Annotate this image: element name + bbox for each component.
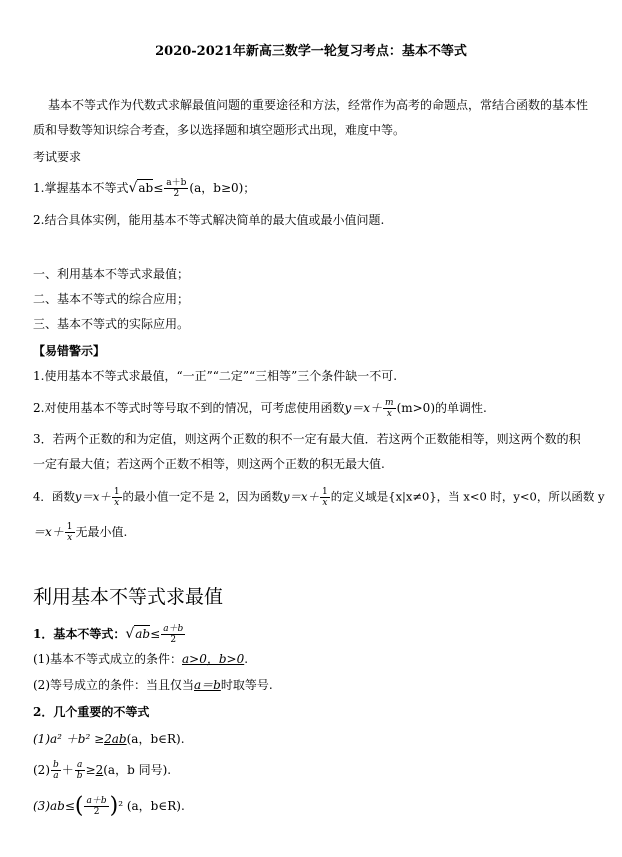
left-paren: (: [74, 793, 84, 819]
section-item-1-1: [33, 651, 592, 667]
intro-line-2: 质和导数等知识综合考查，多以选择题和填空题形式出现，难度中等。: [33, 123, 406, 137]
s1-2-value: a＝b: [194, 678, 221, 692]
topic-1: 一、利用基本不等式求最值；: [33, 267, 190, 281]
sqrt-symbol: √: [128, 180, 138, 196]
section-item-1-2: [33, 677, 592, 693]
ineq3-text-a: (3)ab≤: [33, 799, 75, 813]
warn2-numerator: m: [385, 398, 394, 408]
req1-suffix: (a，b≥0)；: [189, 181, 256, 195]
s1-radicand: ab: [135, 627, 151, 641]
s1-fraction: [161, 624, 185, 645]
warn2-text-a: 2.对使用基本不等式时等号取不到的情况，可考虑使用函数: [33, 401, 345, 415]
inequality-1: [33, 731, 592, 747]
warn4-line2-text: 无最小值.: [75, 525, 128, 539]
warn2-fraction: [383, 398, 396, 419]
warn4-text-a: 4．函数: [33, 489, 75, 504]
topic-2: 二、基本不等式的综合应用；: [33, 292, 190, 306]
req1-numerator: a＋b: [166, 178, 187, 188]
inequality-3: [33, 793, 592, 819]
req1-denominator: 2: [173, 189, 180, 199]
ineq2-plus: ＋: [61, 763, 74, 777]
req1-prefix: 1.掌握基本不等式: [33, 181, 129, 195]
warning-title: 【易错警示】: [33, 344, 106, 358]
warning-2: [33, 398, 592, 419]
s1-numerator: a＋b: [163, 624, 184, 634]
ineq2-label: (2): [33, 763, 50, 777]
sqrt-symbol: √: [125, 626, 135, 642]
warn4-text-c: 的定义域是{x|x≠0}，当 x<0 时，y<0，所以函数 y: [330, 489, 605, 504]
s1-1-text: (1)基本不等式成立的条件：: [33, 652, 182, 666]
section-heading: 利用基本不等式求最值: [33, 586, 224, 608]
ineq2-fraction-1: $\frac{b}{a}$: [53, 760, 59, 781]
req1-le: ≤: [153, 181, 164, 195]
requirement-1: [33, 178, 592, 199]
s1-label: 1．基本不等式：: [33, 627, 126, 641]
ineq2-underlined: 2: [95, 763, 104, 777]
exam-requirements-label: 考试要求: [33, 150, 82, 164]
intro-line-1: 基本不等式作为代数式求解最值问题的重要途径和方法，经常作为高考的命题点，常结合函数的基本性: [48, 98, 589, 112]
ineq1-text-a: (1)a² ＋b² ≥: [33, 732, 105, 746]
req1-fraction: [164, 178, 188, 199]
ineq2-ge: ≥: [85, 763, 96, 777]
warn4-function-2: y＝x＋: [283, 489, 320, 504]
warn2-denominator: x: [386, 409, 392, 419]
warning-3-line-2: 一定有最大值；若这两个正数不相等，则这两个正数的积无最大值.: [33, 457, 385, 471]
ineq1-underlined: 2ab: [104, 732, 127, 746]
s1-denominator: 2: [170, 635, 177, 645]
warning-3-line-1: 3．若两个正数的和为定值，则这两个正数的积不一定有最大值．若这两个正数能相等，则这两个数的积: [33, 432, 581, 446]
ineq1-text-b: (a，b∈R).: [126, 732, 185, 746]
warn4-numerator: 1: [113, 487, 120, 497]
warn2-function: y＝x＋: [344, 401, 383, 415]
inequality-2: [33, 760, 592, 781]
warning-1: 1.使用基本不等式求最值，“一正”“二定”“三相等”三个条件缺一不可.: [33, 369, 398, 383]
s1-le: ≤: [150, 627, 161, 641]
warn4-line2-function: ＝x＋: [33, 525, 64, 539]
ineq2-fraction-2: $\frac{a}{b}$: [76, 760, 83, 781]
warn4-fraction: [112, 487, 122, 508]
requirement-2: 2.结合具体实例，能用基本不等式解决简单的最大值或最小值问题.: [33, 213, 385, 227]
s1-1-value: a>0，b>0: [182, 652, 245, 666]
topic-3: 三、基本不等式的实际应用。: [33, 317, 190, 331]
warn4-text-b: 的最小值一定不是 2，因为函数: [122, 489, 284, 504]
warn4-line2-fraction: $\frac{1}{x}$: [66, 522, 73, 543]
s1-2-end: 时取等号.: [220, 678, 273, 692]
ineq2-text-b: (a，b 同号).: [103, 763, 172, 777]
req1-radicand: ab: [138, 181, 154, 195]
warn4-fraction-2: $\frac{1}{x}$: [322, 487, 328, 508]
s1-2-text: (2)等号成立的条件：当且仅当: [33, 678, 194, 692]
right-paren: ): [109, 793, 119, 819]
s1-1-end: .: [244, 652, 249, 666]
warn4-denominator: x: [114, 498, 120, 508]
warn2-text-b: (m>0)的单调性.: [396, 401, 487, 415]
warn4-function: y＝x＋: [74, 489, 111, 504]
section-item-1: [33, 624, 592, 645]
ineq3-fraction: $\frac{a+b}{2}$: [86, 796, 107, 817]
warning-4-line-2: [33, 522, 592, 543]
section-item-2: 2．几个重要的不等式: [33, 705, 150, 719]
document-title: 2020-2021年新高三数学一轮复习考点：基本不等式: [155, 44, 467, 59]
warning-4-line-1: [33, 487, 605, 508]
ineq3-text-b: ² (a，b∈R).: [118, 799, 185, 813]
